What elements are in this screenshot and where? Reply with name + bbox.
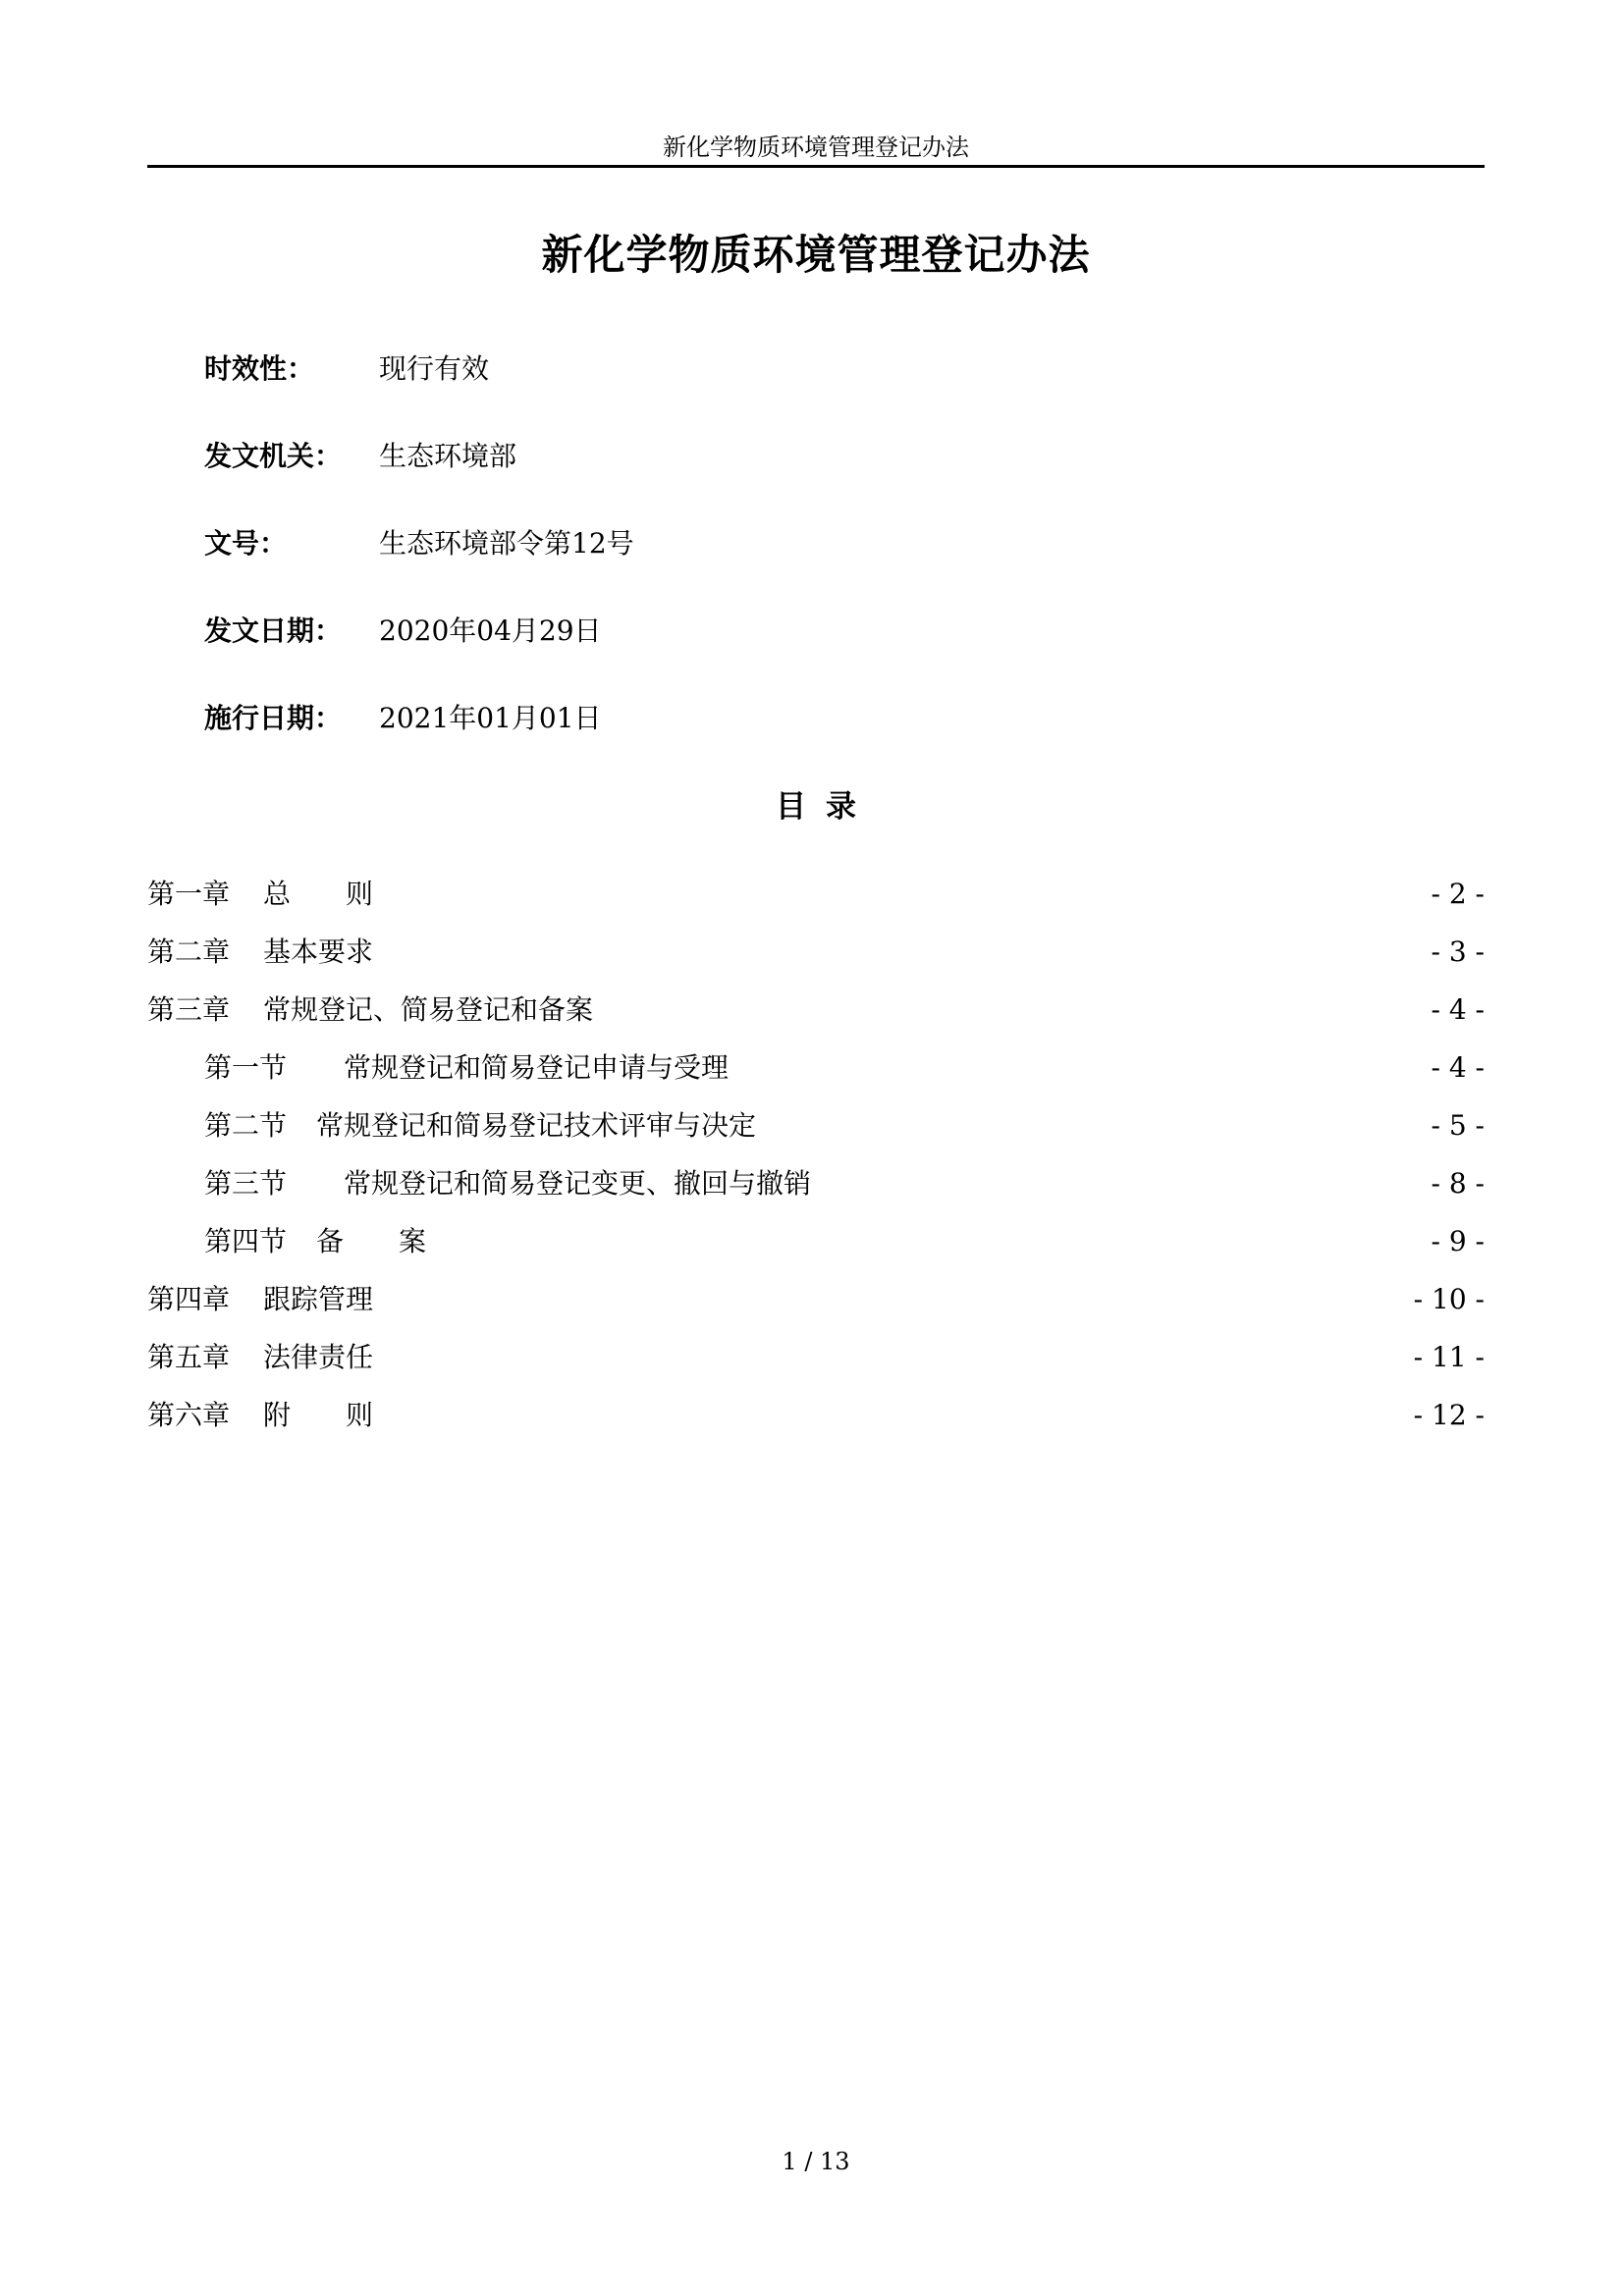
toc-entry-title: 常规登记和简易登记变更、撤回与撤销 — [344, 1167, 812, 1200]
toc-entry-page: - 4 - — [1431, 993, 1485, 1026]
toc-entry-page: - 10 - — [1413, 1283, 1485, 1315]
toc-entry-number: 第六章 — [147, 1399, 231, 1431]
toc-entry-title: 常规登记和简易登记技术评审与决定 — [316, 1109, 757, 1142]
toc-entry-number: 第一节 — [204, 1051, 288, 1084]
meta-value: 现行有效 — [379, 352, 490, 385]
meta-value: 2021年01月01日 — [379, 702, 602, 734]
toc-entry-number: 第一章 — [147, 878, 231, 910]
toc-entry-number: 第二章 — [147, 935, 231, 968]
toc-entry[interactable] — [204, 1048, 1485, 1088]
meta-label: 发文日期： — [204, 614, 343, 647]
meta-label: 时效性： — [204, 352, 315, 385]
toc-entry-page: - 2 - — [1431, 878, 1485, 910]
toc-entry-title: 基本要求 — [263, 935, 374, 968]
page-number-footer: 1 / 13 — [782, 2148, 850, 2175]
toc-entry-title: 跟踪管理 — [263, 1283, 374, 1315]
toc-entry[interactable] — [147, 1280, 1485, 1319]
toc-entry[interactable] — [204, 1106, 1485, 1146]
toc-entry[interactable] — [147, 990, 1485, 1030]
toc-title: 目录 — [776, 789, 876, 825]
toc-entry-title: 常规登记、简易登记和备案 — [263, 993, 594, 1026]
toc-entry-number: 第四章 — [147, 1283, 231, 1315]
meta-value: 2020年04月29日 — [379, 614, 602, 647]
toc-entry-title: 总 则 — [263, 878, 374, 910]
toc-entry-title: 备 案 — [316, 1225, 427, 1257]
toc-entry[interactable] — [204, 1222, 1485, 1261]
toc-entry-number: 第四节 — [204, 1225, 288, 1257]
toc-entry-title: 常规登记和简易登记申请与受理 — [344, 1051, 730, 1084]
toc-entry-page: - 11 - — [1413, 1341, 1485, 1373]
meta-label: 文号： — [204, 527, 288, 560]
toc-entry-page: - 12 - — [1413, 1399, 1485, 1431]
toc-entry-number: 第二节 — [204, 1109, 288, 1142]
toc-entry-number: 第三章 — [147, 993, 231, 1026]
toc-entry-page: - 3 - — [1431, 935, 1485, 968]
meta-value: 生态环境部令第12号 — [379, 527, 634, 560]
meta-value: 生态环境部 — [379, 440, 517, 472]
toc-entry-title: 附 则 — [263, 1399, 374, 1431]
toc-entry[interactable] — [147, 875, 1485, 914]
header-rule — [147, 165, 1485, 168]
running-header: 新化学物质环境管理登记办法 — [663, 133, 969, 161]
meta-label: 施行日期： — [204, 702, 343, 734]
document-title: 新化学物质环境管理登记办法 — [541, 231, 1091, 279]
toc-entry[interactable] — [147, 933, 1485, 972]
meta-label: 发文机关： — [204, 440, 343, 472]
toc-entry-title: 法律责任 — [263, 1341, 374, 1373]
toc-entry-number: 第三节 — [204, 1167, 288, 1200]
toc-entry-page: - 8 - — [1431, 1167, 1485, 1200]
toc-entry-page: - 5 - — [1431, 1109, 1485, 1142]
toc-entry-number: 第五章 — [147, 1341, 231, 1373]
toc-entry[interactable] — [204, 1164, 1485, 1203]
toc-entry-page: - 9 - — [1431, 1225, 1485, 1257]
toc-entry[interactable] — [147, 1338, 1485, 1377]
toc-entry-page: - 4 - — [1431, 1051, 1485, 1084]
toc-entry[interactable] — [147, 1396, 1485, 1435]
